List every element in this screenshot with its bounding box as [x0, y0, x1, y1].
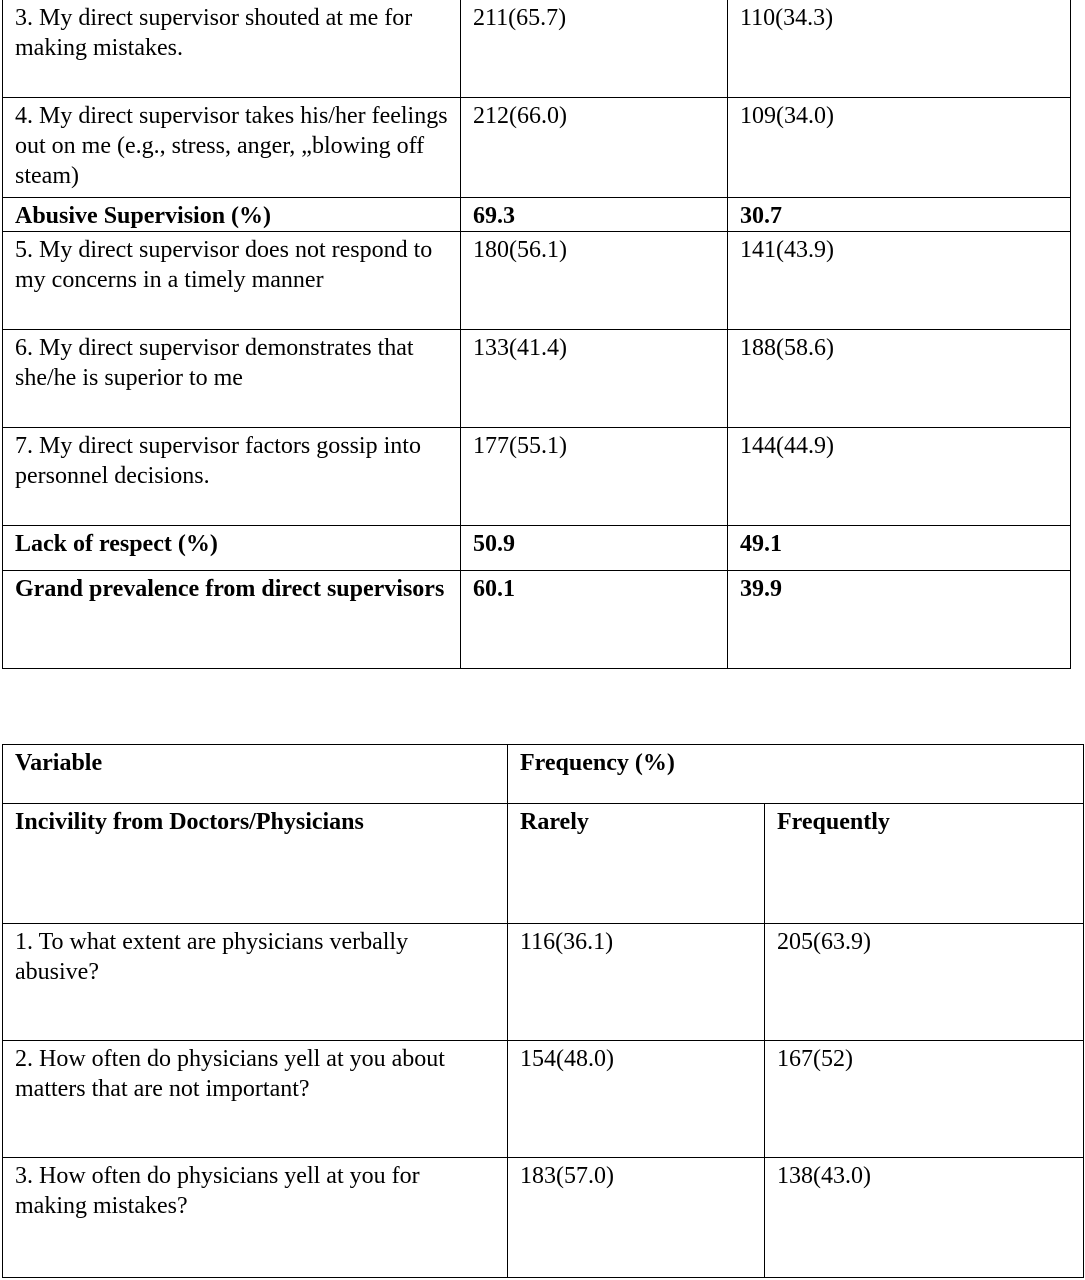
- frequently-cell: 141(43.9): [728, 231, 1071, 329]
- rarely-cell: 50.9: [461, 525, 728, 570]
- frequently-cell: 30.7: [728, 197, 1071, 231]
- table-row: [3, 231, 1071, 329]
- subtotal-label: Lack of respect (%): [3, 525, 461, 570]
- table-row: [3, 1041, 1084, 1158]
- subheader-row: [3, 804, 1084, 924]
- rarely-header: Rarely: [508, 804, 765, 924]
- rarely-cell: 154(48.0): [508, 1041, 765, 1158]
- frequency-header: Frequency (%): [508, 745, 1084, 804]
- frequently-cell: 39.9: [728, 570, 1071, 668]
- section-label: Incivility from Doctors/Physicians: [3, 804, 508, 924]
- supervisor-table: [2, 0, 1071, 669]
- frequently-cell: 188(58.6): [728, 329, 1071, 427]
- grand-total-label: Grand prevalence from direct supervisors: [3, 570, 461, 668]
- table-row: [3, 427, 1071, 525]
- item-cell: 6. My direct supervisor demonstrates that she/he is superior to me: [3, 329, 461, 427]
- table-row: [3, 0, 1071, 97]
- frequently-header: Frequently: [765, 804, 1084, 924]
- item-cell: 5. My direct supervisor does not respond to my concerns in a timely manner: [3, 231, 461, 329]
- frequently-cell: 110(34.3): [728, 0, 1071, 97]
- physician-incivility-table: [2, 744, 1084, 1278]
- header-row: [3, 745, 1084, 804]
- frequently-cell: 49.1: [728, 525, 1071, 570]
- rarely-cell: 116(36.1): [508, 924, 765, 1041]
- item-cell: 4. My direct supervisor takes his/her feelings out on me (e.g., stress, anger, „blowing off steam): [3, 97, 461, 197]
- grand-total-row: [3, 570, 1071, 668]
- frequently-cell: 138(43.0): [765, 1158, 1084, 1278]
- item-cell: 7. My direct supervisor factors gossip into personnel decisions.: [3, 427, 461, 525]
- subtotal-row: [3, 197, 1071, 231]
- rarely-cell: 212(66.0): [461, 97, 728, 197]
- rarely-cell: 211(65.7): [461, 0, 728, 97]
- subtotal-row: [3, 525, 1071, 570]
- rarely-cell: 133(41.4): [461, 329, 728, 427]
- frequently-cell: 109(34.0): [728, 97, 1071, 197]
- rarely-cell: 180(56.1): [461, 231, 728, 329]
- table-row: [3, 1158, 1084, 1278]
- table-row: [3, 329, 1071, 427]
- item-cell: 2. How often do physicians yell at you about matters that are not important?: [3, 1041, 508, 1158]
- item-cell: 3. How often do physicians yell at you for making mistakes?: [3, 1158, 508, 1278]
- variable-header: Variable: [3, 745, 508, 804]
- rarely-cell: 177(55.1): [461, 427, 728, 525]
- item-cell: 1. To what extent are physicians verbally abusive?: [3, 924, 508, 1041]
- frequently-cell: 144(44.9): [728, 427, 1071, 525]
- table-row: [3, 924, 1084, 1041]
- frequently-cell: 205(63.9): [765, 924, 1084, 1041]
- item-cell: 3. My direct supervisor shouted at me for making mistakes.: [3, 0, 461, 97]
- rarely-cell: 69.3: [461, 197, 728, 231]
- table-row: [3, 97, 1071, 197]
- rarely-cell: 183(57.0): [508, 1158, 765, 1278]
- rarely-cell: 60.1: [461, 570, 728, 668]
- subtotal-label: Abusive Supervision (%): [3, 197, 461, 231]
- frequently-cell: 167(52): [765, 1041, 1084, 1158]
